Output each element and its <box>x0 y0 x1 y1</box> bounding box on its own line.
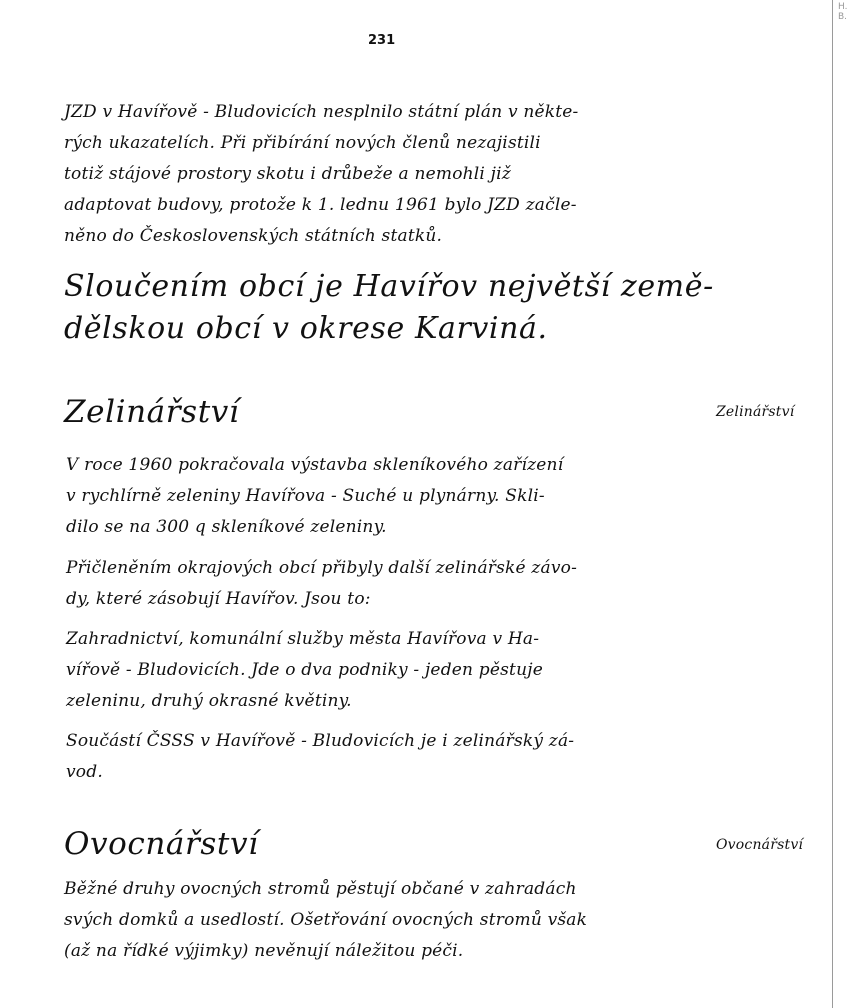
text-line: Běžné druhy ovocných stromů pěstují občané v zahradách <box>64 879 577 899</box>
fruit-paragraph-1 <box>64 874 587 967</box>
text-line: Součástí ČSSS v Havířově - Bludovicích je i zelinářský zá- <box>66 731 575 751</box>
text-line: dilo se na 300 q skleníkové zeleniny. <box>66 517 387 537</box>
margin-label-vegetables: Zelinářství <box>716 404 795 420</box>
text-line: vod. <box>66 762 103 782</box>
page-edge-line <box>832 0 833 1008</box>
text-line: (až na řídké výjimky) nevěnují náležitou péči. <box>64 941 464 961</box>
intro-paragraph <box>64 97 579 252</box>
margin-mark: H.B. <box>838 2 848 22</box>
text-line: svých domků a usedlostí. Ošetřování ovocných stromů však <box>64 910 588 930</box>
vegetables-paragraph-2 <box>66 553 577 615</box>
text-line: Sloučením obcí je Havířov největší země- <box>64 269 714 304</box>
section-heading-fruit: Ovocnářství <box>64 826 259 862</box>
merger-statement <box>64 266 714 350</box>
page-number: 231 <box>368 33 396 48</box>
text-line: vířově - Bludovicích. Jde o dva podniky - jeden pěstuje <box>66 660 543 680</box>
text-line: Přičleněním okrajových obcí přibyly další zelinářské závo- <box>66 558 578 578</box>
margin-label-fruit: Ovocnářství <box>716 837 804 853</box>
vegetables-paragraph-4 <box>66 726 574 788</box>
vegetables-paragraph-3 <box>66 624 543 717</box>
text-line: adaptovat budovy, protože k 1. lednu 1961 bylo JZD začle- <box>64 195 577 215</box>
text-line: rých ukazatelích. Při přibírání nových členů nezajistili <box>64 133 541 153</box>
text-line: JZD v Havířově - Bludovicích nesplnilo státní plán v někte- <box>64 102 579 122</box>
vegetables-paragraph-1 <box>66 450 563 543</box>
text-line: dy, které zásobují Havířov. Jsou to: <box>66 589 371 609</box>
text-line: totiž stájové prostory skotu i drůbeže a nemohli již <box>64 164 511 184</box>
text-line: něno do Československých státních statků. <box>64 226 443 246</box>
text-line: V roce 1960 pokračovala výstavba skleníkového zařízení <box>66 455 564 475</box>
text-line: zeleninu, druhý okrasné květiny. <box>66 691 352 711</box>
text-line: dělskou obcí v okrese Karviná. <box>64 311 548 346</box>
text-line: Zahradnictví, komunální služby města Havířova v Ha- <box>66 629 540 649</box>
section-heading-vegetables: Zelinářství <box>64 394 240 430</box>
text-line: v rychlírně zeleniny Havířova - Suché u plynárny. Skli- <box>66 486 545 506</box>
